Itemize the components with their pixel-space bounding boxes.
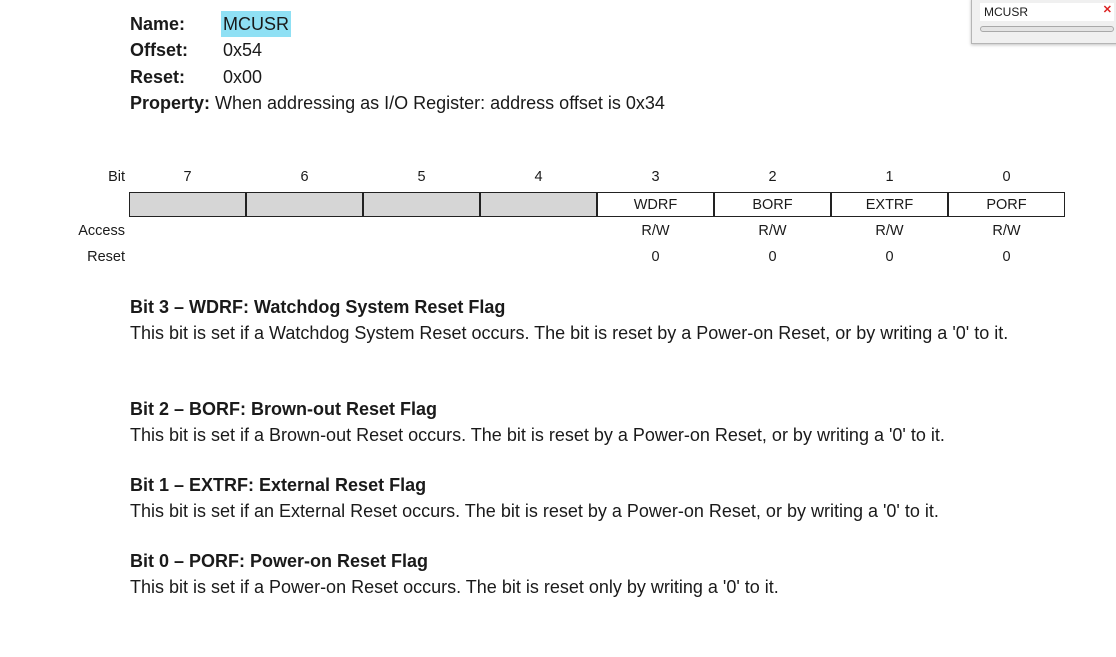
bit-field-cell (831, 192, 948, 217)
register-reset-row (130, 64, 665, 90)
access-row-label: Access (78, 223, 125, 239)
bit-number: 2 (768, 169, 777, 185)
bit-0-title: Bit 0 – PORF: Power-on Reset Flag (130, 551, 429, 571)
bit-number: 6 (300, 169, 309, 185)
bit-reset-value: 0 (768, 249, 777, 265)
bit-3-text: This bit is set if a Watchdog System Reset occurs. The bit is reset by a Power-on Reset, or by writing a '0' to it. (130, 322, 1009, 343)
reset-value: 0x00 (223, 66, 263, 87)
bit-0-text: This bit is set if a Power-on Reset occurs. The bit is reset only by writing a '0' to it. (130, 576, 779, 597)
register-name-highlighted: MCUSR (221, 11, 291, 37)
bit-field-name: EXTRF (865, 196, 914, 213)
reset-label: Reset: (130, 66, 186, 87)
bit-access: R/W (875, 223, 904, 239)
bit-reset-value: 0 (651, 249, 660, 265)
register-offset-row (130, 37, 665, 63)
register-bit-table (0, 167, 1116, 277)
bit-number: 7 (183, 169, 192, 185)
property-value: When addressing as I/O Register: address offset is 0x34 (215, 92, 665, 113)
bit-field-cell (597, 192, 714, 217)
bit-1-description (130, 473, 1080, 524)
bit-number: 1 (885, 169, 894, 185)
bit-reset-value: 0 (885, 249, 894, 265)
bit-access: R/W (992, 223, 1021, 239)
register-name-row (130, 11, 665, 37)
bit-3-title: Bit 3 – WDRF: Watchdog System Reset Flag (130, 297, 506, 317)
offset-value: 0x54 (223, 40, 263, 61)
reserved-bit-cell (363, 192, 480, 217)
bit-0-description (130, 549, 1080, 600)
bit-field-name: BORF (752, 196, 793, 213)
bit-number: 4 (534, 169, 543, 185)
bit-number: 3 (651, 169, 660, 185)
register-info (130, 11, 665, 116)
find-popup (971, 0, 1116, 44)
property-label: Property: (130, 92, 211, 113)
reserved-bit-cell (480, 192, 597, 217)
bit-reset-value: 0 (1002, 249, 1011, 265)
name-label: Name: (130, 14, 186, 34)
bit-number: 5 (417, 169, 426, 185)
bit-field-cell (714, 192, 831, 217)
reserved-bit-cell (129, 192, 246, 217)
bit-1-text: This bit is set if an External Reset occurs. The bit is reset by a Power-on Reset, or by writing a '0' to it. (130, 500, 939, 521)
bit-2-title: Bit 2 – BORF: Brown-out Reset Flag (130, 399, 438, 419)
bit-access: R/W (641, 223, 670, 239)
bit-field-cell (948, 192, 1065, 217)
bit-1-title: Bit 1 – EXTRF: External Reset Flag (130, 475, 427, 495)
bit-2-text: This bit is set if a Brown-out Reset occurs. The bit is reset by a Power-on Reset, or by writing a '0' to it. (130, 424, 945, 445)
find-search-input[interactable]: MCUSR (980, 3, 1114, 21)
bit-access: R/W (758, 223, 787, 239)
bit-2-description (130, 397, 1080, 448)
find-progress-bar (980, 26, 1114, 32)
bit-field-name: WDRF (633, 196, 678, 213)
reserved-bit-cell (246, 192, 363, 217)
bit-3-description (130, 295, 1080, 346)
offset-label: Offset: (130, 40, 188, 61)
bit-row-label: Bit (108, 169, 125, 185)
close-icon[interactable]: ✕ (1102, 4, 1112, 16)
reset-row-label: Reset (87, 249, 125, 265)
bit-field-name: PORF (986, 196, 1027, 213)
bit-number: 0 (1002, 169, 1011, 185)
register-property-row (130, 90, 665, 116)
